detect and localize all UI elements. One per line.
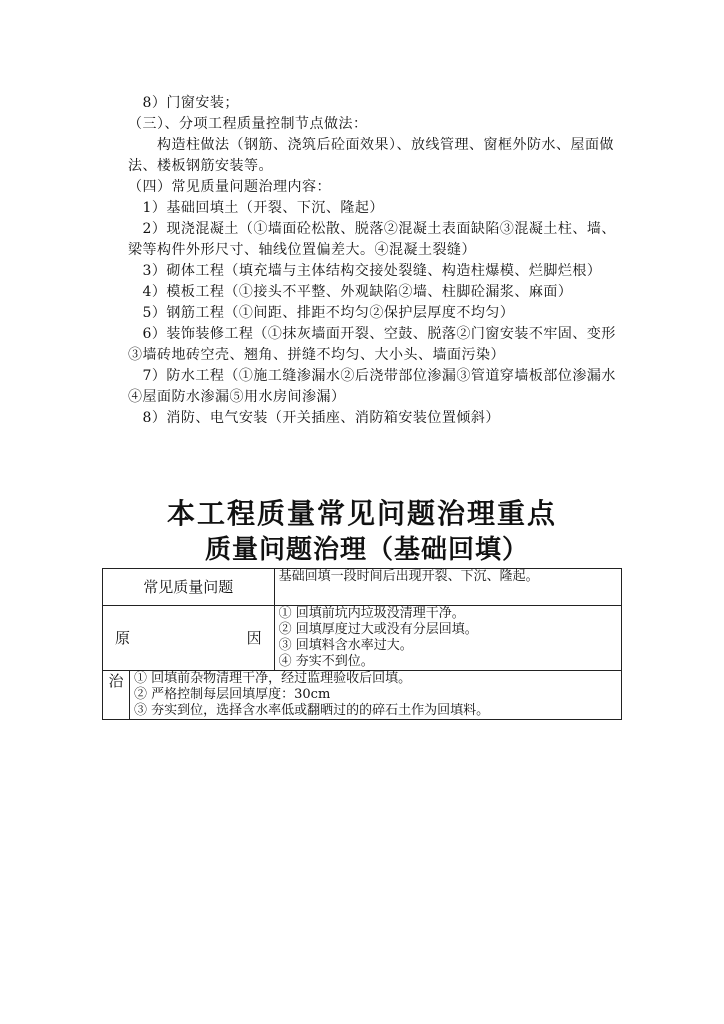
table-heading: 质量问题治理（基础回填） [204,535,529,565]
body-line: 构造柱做法（钢筋、浇筑后砼面效果）、放线管理、窗框外防水、屋面做法、楼板钢筋安装等。 [128,137,614,174]
body-line: 4）模板工程（①接头不平整、外观缺陷②墙、柱脚砼漏浆、麻面） [128,284,573,300]
quality-issue-table [102,568,622,720]
body-line: 2）现浇混凝土（①墙面砼松散、脱落②混凝土表面缺陷③混凝土柱、墙、梁等构件外形尺寸、轴线位置偏差大。④混凝土裂缝） [128,221,616,258]
body-line: 1）基础回填土（开裂、下沉、隆起） [128,200,384,216]
issue-value [274,569,621,606]
body-line: 8）消防、电气安装（开关插座、消防箱安装位置倾斜） [128,410,500,426]
treatment-item: ② 严格控制每层回填厚度：30cm [134,687,331,702]
body-line: （三）、分项工程质量控制节点做法： [128,116,368,132]
body-line: 3）砌体工程（填充墙与主体结构交接处裂缝、构造柱爆模、烂脚烂根） [128,263,602,279]
cause-label-a: 原 [115,629,131,647]
cause-label-b: 因 [246,629,262,647]
section-heading: 本工程质量常见问题治理重点 [166,497,557,530]
cause-list [274,606,621,671]
body-text [128,93,618,429]
body-line: 7）防水工程（①施工缝渗漏水②后浇带部位渗漏③管道穿墙板部位渗漏水④屋面防水渗漏⑤用水房间渗漏） [128,368,616,405]
table-row [103,671,622,720]
issue-label: 常见质量问题 [103,569,275,606]
cause-item: ③ 回填料含水率过大。 [278,638,413,653]
treatment-list [130,671,622,720]
table-row [103,569,622,606]
cause-item: ② 回填厚度过大或没有分层回填。 [278,622,478,637]
cause-item: ④ 夯实不到位。 [278,654,374,669]
treatment-item: ① 回填前杂物清理干净，经过监理验收后回填。 [134,671,412,686]
body-line: 8）门窗安装； [128,95,239,111]
body-line: （四）常见质量问题治理内容： [128,179,331,195]
table-row [103,606,622,671]
issue-text: 基础回填一段时间后出现开裂、下沉、隆起。 [278,569,539,584]
cause-item: ① 回填前坑内垃圾没清理干净。 [278,606,465,621]
body-line: 6）装饰装修工程（①抹灰墙面开裂、空鼓、脱落②门窗安装不牢固、变形③墙砖地砖空壳、翘角、拼缝不均匀、大小头、墙面污染） [128,326,616,363]
body-line: 5）钢筋工程（①间距、排距不均匀②保护层厚度不均匀） [128,305,515,321]
treatment-label: 治 [103,671,130,720]
cause-label [103,606,275,671]
treatment-item: ③ 夯实到位，选择含水率低或翻晒过的的碎石土作为回填料。 [134,703,490,718]
